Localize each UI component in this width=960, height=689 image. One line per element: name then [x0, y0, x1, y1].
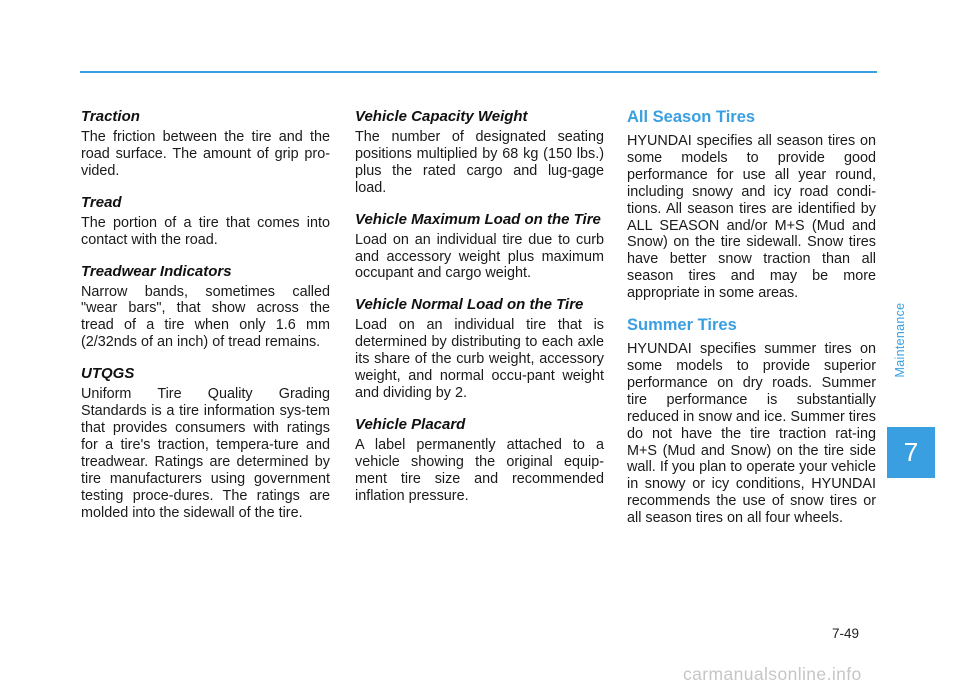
section-summer-tires: [627, 316, 876, 527]
term-title: Vehicle Capacity Weight: [355, 108, 528, 125]
term-title: Tread: [81, 193, 122, 211]
column-2: [355, 108, 604, 519]
watermark: carmanualsonline.info: [683, 664, 862, 684]
term-vehicle-placard: [355, 416, 604, 505]
column-1: [81, 108, 330, 535]
term-vehicle-maximum-load: [355, 211, 604, 283]
term-body: A label permanently attached to a vehicle showing the original equip-ment tire size and recommended inflation pressure.: [355, 436, 604, 504]
term-traction: [81, 108, 330, 180]
term-body: Load on an individual tire that is determined by distributing to each axle its share of the curb weight, accessory weight, and normal occu-pant weight and dividing by 2.: [355, 317, 604, 401]
term-body: Narrow bands, sometimes called "wear bars", that show across the tread of a tire when only 1.6 mm (2/32nds of an inch) of tread remains.: [81, 283, 330, 351]
term-vehicle-normal-load: [355, 296, 604, 402]
section-title: Summer Tires: [627, 316, 737, 335]
section-title: All Season Tires: [627, 108, 756, 126]
chapter-tab: 7: [887, 427, 935, 478]
term-body: The portion of a tire that comes into contact with the road.: [81, 214, 330, 248]
term-title: UTQGS: [81, 365, 135, 383]
header-rule: [80, 71, 877, 73]
term-title: Treadwear Indicators: [81, 262, 232, 280]
term-title: Vehicle Placard: [355, 415, 466, 433]
column-3: [627, 108, 876, 541]
term-tread: [81, 194, 330, 249]
term-title: Vehicle Normal Load on the Tire: [355, 296, 584, 314]
section-body: HYUNDAI specifies all season tires on some models to provide good performance for use all year round, including snowy and icy road condi-tions. All season tires are identified by ALL SEASON and/or M+S (Mud and Snow) on the tire sidewall. Snow tires have better snow traction than all season tires and may be more appropriate in some areas.: [627, 133, 876, 302]
section-body: HYUNDAI specifies summer tires on some models to provide superior performance on dry roads. Summer tire performance is substantially reduced in snow and ice. Summer tires do not have the tire traction rat-ing M+S (Mud and Snow) on the tire side wall. If you plan to operate your vehicle in snowy or icy conditions, HYUNDAI recommends the use of snow tires or all season tires on all four wheels.: [627, 341, 876, 527]
term-treadwear-indicators: [81, 263, 330, 352]
chapter-label-text: Maintenance: [893, 302, 907, 378]
term-body: The friction between the tire and the road surface. The amount of grip pro-vided.: [81, 129, 330, 179]
term-body: The number of designated seating positions multiplied by 68 kg (150 lbs.) plus the rated cargo and lug-gage load.: [355, 129, 604, 196]
term-title: Vehicle Maximum Load on the Tire: [355, 210, 601, 228]
term-body: Load on an individual tire due to curb and accessory weight plus maximum occupant and cargo weight.: [355, 231, 604, 282]
term-vehicle-capacity-weight: [355, 108, 604, 197]
term-utqgs: [81, 365, 330, 521]
term-title: Traction: [81, 108, 140, 125]
page-number: 7-49: [832, 626, 860, 641]
term-body: Uniform Tire Quality Grading Standards is a tire information sys-tem that provides consumers with ratings for a tire's traction, tempera-ture and treadwear. Ratings are determined by tire manufacturers using government testing proce-dures. The ratings are molded into the sidewall of the tire.: [81, 386, 330, 521]
section-all-season-tires: [627, 108, 876, 302]
